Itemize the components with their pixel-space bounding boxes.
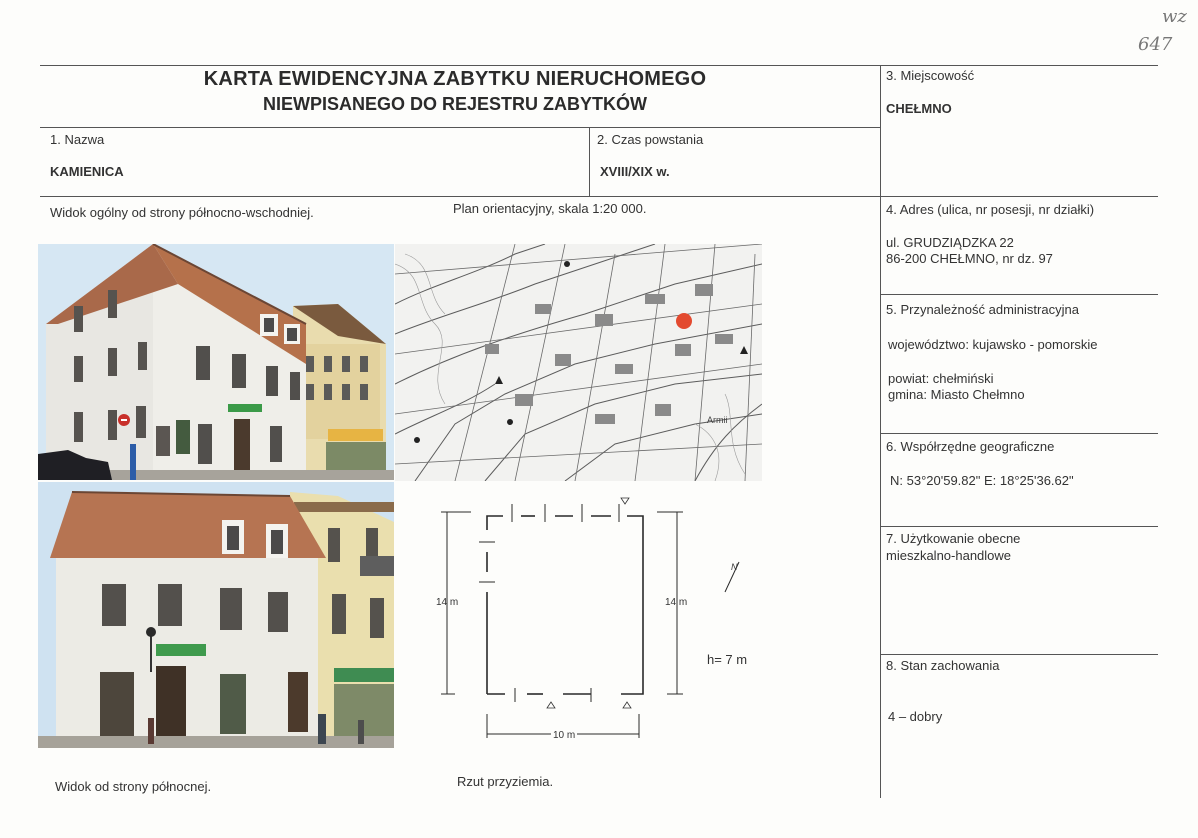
- bottom-dimension: 10 m: [553, 730, 576, 741]
- handwritten-initials: wz: [1162, 6, 1187, 27]
- height-value: h= 7 m: [707, 652, 748, 667]
- sec8-divider: [880, 654, 1158, 655]
- place-value: CHEŁMNO: [886, 101, 952, 116]
- condition-value: 4 – dobry: [888, 709, 943, 724]
- sec6-divider: [880, 433, 1158, 434]
- row1-divider: [40, 196, 1158, 197]
- address-line2: 86-200 CHEŁMNO, nr dz. 97: [886, 251, 1053, 266]
- floor-plan-drawing: [395, 482, 762, 748]
- photo-view-n: [38, 482, 394, 748]
- admin-label: 5. Przynależność administracyjna: [886, 302, 1079, 317]
- handwritten-number: 647: [1138, 34, 1173, 55]
- card-subtitle: NIEWPISANEGO DO REJESTRU ZABYTKÓW: [262, 94, 648, 114]
- municipality-value: gmina: Miasto Chełmno: [888, 387, 1025, 402]
- date-label: 2. Czas powstania: [597, 132, 704, 147]
- top-border: [40, 65, 1158, 66]
- coords-label: 6. Współrzędne geograficzne: [886, 439, 1055, 454]
- header-divider: [40, 127, 880, 128]
- condition-label: 8. Stan zachowania: [886, 658, 1000, 673]
- voivodeship-value: województwo: kujawsko - pomorskie: [888, 337, 1098, 352]
- orientation-map-drawing: [395, 244, 762, 481]
- place-label: 3. Miejscowość: [886, 68, 975, 83]
- county-value: powiat: chełmiński: [888, 371, 994, 386]
- right-column-divider: [880, 65, 881, 798]
- left-dimension: 14 m: [436, 597, 459, 608]
- address-line1: ul. GRUDZIĄDZKA 22: [886, 235, 1014, 250]
- location-marker: [676, 313, 692, 329]
- photo-view-ne: [38, 244, 394, 480]
- name-date-divider: [589, 127, 590, 197]
- sec5-divider: [880, 294, 1158, 295]
- sec7-divider: [880, 526, 1158, 527]
- right-dimension: 14 m: [665, 597, 688, 608]
- address-label: 4. Adres (ulica, nr posesji, nr działki): [886, 202, 1095, 217]
- map-street-label: Armii: [707, 415, 728, 425]
- photo-view-n-drawing: [38, 482, 394, 748]
- usage-label: 7. Użytkowanie obecne: [886, 531, 1021, 546]
- north-arrow-label: N: [731, 562, 738, 572]
- name-label: 1. Nazwa: [50, 132, 105, 147]
- photo-view-ne-drawing: [38, 244, 394, 480]
- caption-floor: Rzut przyziemia.: [457, 774, 554, 789]
- usage-value: mieszkalno-handlowe: [886, 548, 1012, 563]
- coords-value: N: 53°20'59.82" E: 18°25'36.62": [890, 473, 1074, 488]
- date-value: XVIII/XIX w.: [600, 164, 670, 179]
- caption-view-n: Widok od strony północnej.: [55, 779, 212, 794]
- caption-plan: Plan orientacyjny, skala 1:20 000.: [453, 201, 647, 216]
- orientation-map: [395, 244, 762, 481]
- floor-plan: [395, 482, 762, 748]
- card-title: KARTA EWIDENCYJNA ZABYTKU NIERUCHOMEGO: [203, 68, 707, 90]
- caption-view-ne: Widok ogólny od strony północno-wschodniej.: [50, 205, 314, 220]
- name-value: KAMIENICA: [50, 164, 124, 179]
